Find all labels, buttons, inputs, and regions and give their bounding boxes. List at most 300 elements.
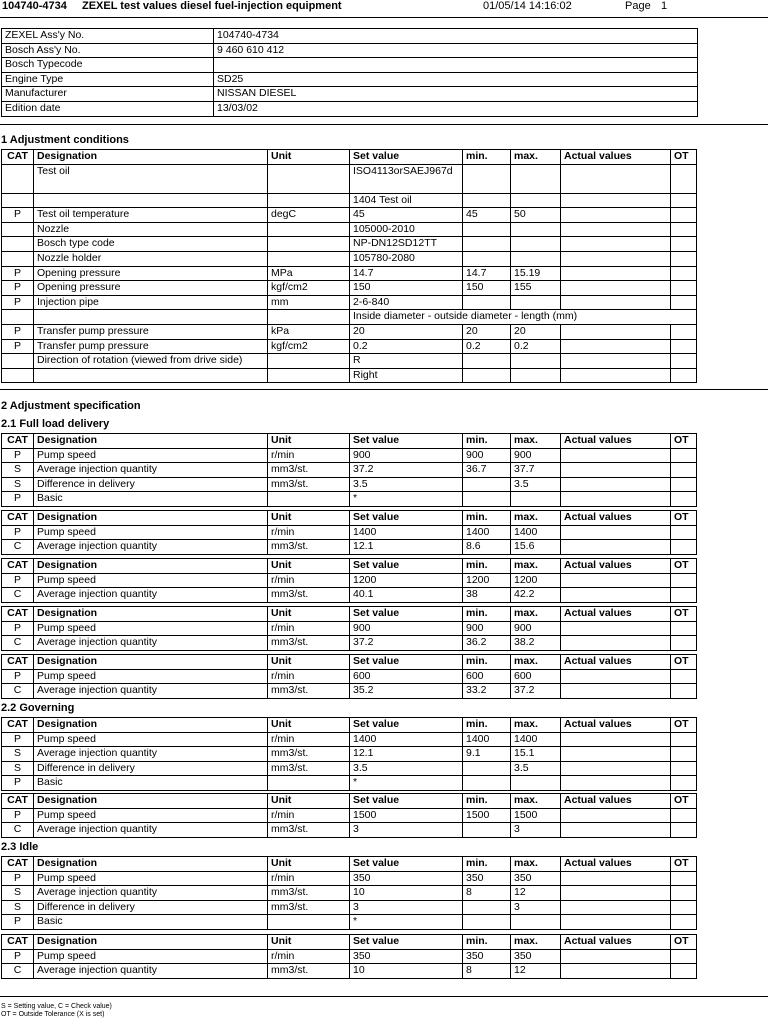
column-header-cat: CAT: [2, 794, 34, 809]
cell-unit: r/min: [268, 808, 350, 823]
cell-min: 1200: [463, 573, 511, 588]
cell-designation: Injection pipe: [34, 295, 268, 310]
cell-actual-values: [561, 339, 671, 354]
table-row: [2, 193, 697, 208]
column-header-ot: OT: [671, 607, 697, 622]
column-header-cat: CAT: [2, 150, 34, 165]
spec-table-full-load-1200: [1, 558, 697, 603]
cell-max: [511, 193, 561, 208]
cell-cat: [2, 237, 34, 252]
cell-set-value: 37.2: [350, 636, 463, 651]
cell-max: 3.5: [511, 477, 561, 492]
cell-set-value: 12.1: [350, 540, 463, 555]
column-header-unit: Unit: [268, 655, 350, 670]
column-header-cat: CAT: [2, 434, 34, 449]
cell-set-value: 0.2: [350, 339, 463, 354]
cell-actual-values: [561, 776, 671, 791]
cell-actual-values: [561, 900, 671, 915]
column-header-cat: CAT: [2, 511, 34, 526]
column-header-actual-values: Actual values: [561, 655, 671, 670]
info-label: Bosch Ass'y No.: [2, 43, 214, 58]
cell-max: 1400: [511, 525, 561, 540]
column-header-unit: Unit: [268, 935, 350, 950]
column-header-actual-values: Actual values: [561, 559, 671, 574]
table-row: [2, 871, 697, 886]
cell-max: 1200: [511, 573, 561, 588]
cell-cat: P: [2, 281, 34, 296]
cell-unit: mm3/st.: [268, 886, 350, 901]
cell-designation: Direction of rotation (viewed from drive side): [34, 354, 268, 369]
table-header-row: [2, 150, 697, 165]
table-row: [2, 761, 697, 776]
cell-designation: Pump speed: [34, 448, 268, 463]
cell-set-value: 3: [350, 900, 463, 915]
cell-unit: [268, 222, 350, 237]
cell-ot: [671, 915, 697, 930]
doc-title: ZEXEL test values diesel fuel-injection equipment: [82, 0, 342, 12]
table-header-row: [2, 857, 697, 872]
cell-max: 1400: [511, 732, 561, 747]
cell-min: 8.6: [463, 540, 511, 555]
cell-set-value: 20: [350, 324, 463, 339]
table-row: [2, 477, 697, 492]
cell-min: [463, 164, 511, 193]
cell-actual-values: [561, 573, 671, 588]
column-header-designation: Designation: [34, 857, 268, 872]
cell-designation: Basic: [34, 915, 268, 930]
cell-cat: S: [2, 886, 34, 901]
cell-set-value: *: [350, 915, 463, 930]
column-header-max: max.: [511, 935, 561, 950]
table-row: [2, 463, 697, 478]
cell-unit: r/min: [268, 669, 350, 684]
column-header-ot: OT: [671, 511, 697, 526]
cell-cat: C: [2, 636, 34, 651]
cell-set-value: 350: [350, 871, 463, 886]
cell-min: 0.2: [463, 339, 511, 354]
column-header-actual-values: Actual values: [561, 607, 671, 622]
cell-designation: [34, 193, 268, 208]
cell-set-value: 1404 Test oil: [350, 193, 463, 208]
cell-min: 33.2: [463, 684, 511, 699]
column-header-max: max.: [511, 857, 561, 872]
column-header-set-value: Set value: [350, 935, 463, 950]
cell-set-value: 1500: [350, 808, 463, 823]
cell-designation: Average injection quantity: [34, 588, 268, 603]
column-header-min: min.: [463, 511, 511, 526]
table-header-row: [2, 559, 697, 574]
column-header-max: max.: [511, 559, 561, 574]
cell-min: [463, 900, 511, 915]
cell-set-value: 2-6-840: [350, 295, 463, 310]
cell-unit: kPa: [268, 324, 350, 339]
cell-actual-values: [561, 354, 671, 369]
column-header-designation: Designation: [34, 655, 268, 670]
cell-designation: Basic: [34, 492, 268, 507]
cell-ot: [671, 949, 697, 964]
cell-actual-values: [561, 621, 671, 636]
cell-set-value: 14.7: [350, 266, 463, 281]
cell-ot: [671, 448, 697, 463]
cell-actual-values: [561, 266, 671, 281]
cell-max: [511, 164, 561, 193]
table-row: [2, 747, 697, 762]
column-header-cat: CAT: [2, 935, 34, 950]
cell-max: 42.2: [511, 588, 561, 603]
cell-unit: [268, 354, 350, 369]
cell-set-value: NP-DN12SD12TT: [350, 237, 463, 252]
cell-cat: P: [2, 525, 34, 540]
cell-max: [511, 222, 561, 237]
footer-rule: [0, 996, 768, 997]
column-header-min: min.: [463, 607, 511, 622]
column-header-cat: CAT: [2, 607, 34, 622]
cell-designation: Pump speed: [34, 871, 268, 886]
cell-actual-values: [561, 525, 671, 540]
column-header-ot: OT: [671, 718, 697, 733]
cell-max: [511, 251, 561, 266]
cell-cat: P: [2, 669, 34, 684]
cell-unit: kgf/cm2: [268, 339, 350, 354]
column-header-unit: Unit: [268, 434, 350, 449]
section-1-title: 1 Adjustment conditions: [1, 134, 129, 146]
cell-actual-values: [561, 540, 671, 555]
cell-cat: P: [2, 266, 34, 281]
table-row: [2, 808, 697, 823]
cell-set-value: 35.2: [350, 684, 463, 699]
table-row: [2, 915, 697, 930]
cell-set-value: 600: [350, 669, 463, 684]
cell-actual-values: [561, 448, 671, 463]
cell-ot: [671, 492, 697, 507]
cell-cat: P: [2, 621, 34, 636]
cell-set-value: 1400: [350, 525, 463, 540]
column-header-min: min.: [463, 718, 511, 733]
column-header-min: min.: [463, 559, 511, 574]
cell-unit: [268, 368, 350, 383]
table-row: [2, 164, 697, 193]
column-header-cat: CAT: [2, 857, 34, 872]
cell-set-value: 3.5: [350, 477, 463, 492]
cell-cat: P: [2, 776, 34, 791]
assembly-info-table: [1, 28, 698, 117]
table-row: [2, 949, 697, 964]
cell-actual-values: [561, 761, 671, 776]
info-label: Manufacturer: [2, 87, 214, 102]
column-header-unit: Unit: [268, 607, 350, 622]
table-row: [2, 573, 697, 588]
cell-designation: Difference in delivery: [34, 761, 268, 776]
cell-ot: [671, 761, 697, 776]
cell-set-value: 45: [350, 208, 463, 223]
cell-unit: mm3/st.: [268, 900, 350, 915]
cell-max: 1500: [511, 808, 561, 823]
table-row: [2, 588, 697, 603]
info-label: ZEXEL Ass'y No.: [2, 29, 214, 44]
cell-max: 900: [511, 448, 561, 463]
column-header-actual-values: Actual values: [561, 434, 671, 449]
cell-unit: degC: [268, 208, 350, 223]
table-row: [2, 886, 697, 901]
cell-unit: r/min: [268, 621, 350, 636]
cell-min: [463, 915, 511, 930]
info-row: [2, 101, 698, 116]
cell-set-value: 37.2: [350, 463, 463, 478]
cell-actual-values: [561, 222, 671, 237]
cell-min: 600: [463, 669, 511, 684]
info-value: SD25: [214, 72, 698, 87]
cell-ot: [671, 463, 697, 478]
cell-cat: S: [2, 761, 34, 776]
column-header-set-value: Set value: [350, 434, 463, 449]
cell-actual-values: [561, 732, 671, 747]
cell-max: 15.19: [511, 266, 561, 281]
cell-max: 12: [511, 886, 561, 901]
cell-max: [511, 295, 561, 310]
column-header-min: min.: [463, 150, 511, 165]
cell-actual-values: [561, 684, 671, 699]
cell-min: 14.7: [463, 266, 511, 281]
spec-table-full-load-1400: [1, 510, 697, 555]
table-row: [2, 266, 697, 281]
cell-min: 1500: [463, 808, 511, 823]
cell-ot: [671, 732, 697, 747]
cell-cat: P: [2, 732, 34, 747]
table-row: [2, 964, 697, 979]
info-label: Edition date: [2, 101, 214, 116]
cell-actual-values: [561, 492, 671, 507]
header-rule: [0, 17, 768, 18]
cell-cat: P: [2, 915, 34, 930]
cell-unit: r/min: [268, 448, 350, 463]
spec-table-full-load-900b: [1, 606, 697, 651]
cell-ot: [671, 808, 697, 823]
cell-cat: [2, 222, 34, 237]
cell-designation: Pump speed: [34, 732, 268, 747]
table-header-row: [2, 794, 697, 809]
cell-cat: P: [2, 492, 34, 507]
cell-ot: [671, 368, 697, 383]
cell-unit: mm3/st.: [268, 463, 350, 478]
cell-ot: [671, 266, 697, 281]
cell-cat: [2, 193, 34, 208]
cell-designation: Average injection quantity: [34, 684, 268, 699]
cell-designation: Difference in delivery: [34, 477, 268, 492]
cell-ot: [671, 193, 697, 208]
footer-legend-2: OT = Outside Tolerance (X is set): [1, 1011, 105, 1018]
cell-ot: [671, 871, 697, 886]
info-row: [2, 29, 698, 44]
column-header-cat: CAT: [2, 559, 34, 574]
column-header-designation: Designation: [34, 434, 268, 449]
cell-set-value: 105000-2010: [350, 222, 463, 237]
cell-unit: mm: [268, 295, 350, 310]
table-row: [2, 669, 697, 684]
cell-min: 900: [463, 448, 511, 463]
section-rule-2: [0, 389, 768, 390]
cell-min: [463, 295, 511, 310]
column-header-unit: Unit: [268, 511, 350, 526]
cell-designation: Transfer pump pressure: [34, 339, 268, 354]
cell-cat: P: [2, 295, 34, 310]
cell-actual-values: [561, 964, 671, 979]
cell-min: 9.1: [463, 747, 511, 762]
cell-ot: [671, 339, 697, 354]
cell-unit: mm3/st.: [268, 747, 350, 762]
column-header-set-value: Set value: [350, 718, 463, 733]
column-header-max: max.: [511, 434, 561, 449]
cell-cat: [2, 164, 34, 193]
spec-table-idle-350: [1, 856, 697, 930]
column-header-min: min.: [463, 434, 511, 449]
cell-set-value: 40.1: [350, 588, 463, 603]
cell-unit: [268, 776, 350, 791]
cell-actual-values: [561, 886, 671, 901]
cell-unit: mm3/st.: [268, 761, 350, 776]
column-header-cat: CAT: [2, 718, 34, 733]
cell-unit: MPa: [268, 266, 350, 281]
cell-set-value: R: [350, 354, 463, 369]
cell-unit: r/min: [268, 573, 350, 588]
cell-max: 12: [511, 964, 561, 979]
cell-min: 45: [463, 208, 511, 223]
cell-designation: Average injection quantity: [34, 636, 268, 651]
column-header-unit: Unit: [268, 150, 350, 165]
cell-ot: [671, 540, 697, 555]
cell-min: [463, 776, 511, 791]
cell-designation: Pump speed: [34, 949, 268, 964]
cell-actual-values: [561, 871, 671, 886]
cell-actual-values: [561, 915, 671, 930]
cell-actual-values: [561, 237, 671, 252]
cell-ot: [671, 208, 697, 223]
subsection-full-load-title: 2.1 Full load delivery: [1, 418, 110, 430]
cell-unit: mm3/st.: [268, 477, 350, 492]
cell-unit: [268, 237, 350, 252]
cell-min: [463, 193, 511, 208]
cell-min: 38: [463, 588, 511, 603]
doc-id: 104740-4734: [2, 0, 67, 12]
table-row: [2, 492, 697, 507]
cell-ot: [671, 573, 697, 588]
column-header-ot: OT: [671, 150, 697, 165]
table-row: [2, 222, 697, 237]
cell-set-value: ISO4113orSAEJ967d: [350, 164, 463, 193]
cell-cat: C: [2, 588, 34, 603]
column-header-max: max.: [511, 718, 561, 733]
table-header-row: [2, 655, 697, 670]
column-header-max: max.: [511, 794, 561, 809]
info-label: Bosch Typecode: [2, 58, 214, 73]
cell-designation: Pump speed: [34, 573, 268, 588]
cell-max: [511, 915, 561, 930]
column-header-designation: Designation: [34, 559, 268, 574]
cell-designation: Average injection quantity: [34, 747, 268, 762]
cell-min: [463, 368, 511, 383]
cell-designation: Opening pressure: [34, 281, 268, 296]
cell-designation: Pump speed: [34, 525, 268, 540]
spec-table-full-load-900: [1, 433, 697, 507]
cell-designation: Nozzle holder: [34, 251, 268, 266]
cell-unit: r/min: [268, 525, 350, 540]
cell-set-value: 105780-2080: [350, 251, 463, 266]
cell-set-value: 350: [350, 949, 463, 964]
cell-set-value: 12.1: [350, 747, 463, 762]
cell-min: [463, 823, 511, 838]
cell-designation: [34, 310, 268, 325]
cell-min: [463, 492, 511, 507]
cell-designation: Basic: [34, 776, 268, 791]
table-row: [2, 208, 697, 223]
spec-table-full-load-600: [1, 654, 697, 699]
cell-min: 900: [463, 621, 511, 636]
table-row: [2, 448, 697, 463]
table-row: [2, 732, 697, 747]
cell-ot: [671, 237, 697, 252]
cell-min: [463, 354, 511, 369]
cell-min: [463, 761, 511, 776]
column-header-set-value: Set value: [350, 559, 463, 574]
column-header-actual-values: Actual values: [561, 718, 671, 733]
column-header-actual-values: Actual values: [561, 150, 671, 165]
cell-cat: S: [2, 747, 34, 762]
section-rule-1: [0, 124, 768, 125]
subsection-governing-title: 2.2 Governing: [1, 702, 75, 714]
cell-ot: [671, 636, 697, 651]
cell-max: 900: [511, 621, 561, 636]
cell-ot: [671, 588, 697, 603]
column-header-set-value: Set value: [350, 794, 463, 809]
footer-legend-1: S = Setting value, C = Check value): [1, 1003, 112, 1010]
cell-max: 15.6: [511, 540, 561, 555]
column-header-min: min.: [463, 794, 511, 809]
column-header-unit: Unit: [268, 794, 350, 809]
cell-designation: Opening pressure: [34, 266, 268, 281]
cell-max: 350: [511, 871, 561, 886]
cell-designation: Average injection quantity: [34, 823, 268, 838]
cell-max: 0.2: [511, 339, 561, 354]
page-label: Page: [625, 0, 651, 12]
cell-unit: mm3/st.: [268, 636, 350, 651]
cell-designation: Pump speed: [34, 621, 268, 636]
cell-cat: [2, 354, 34, 369]
cell-ot: [671, 281, 697, 296]
cell-designation: Pump speed: [34, 669, 268, 684]
cell-cat: [2, 368, 34, 383]
cell-unit: [268, 310, 350, 325]
cell-min: 350: [463, 949, 511, 964]
cell-designation: Test oil temperature: [34, 208, 268, 223]
table-row: [2, 281, 697, 296]
cell-set-value: 10: [350, 886, 463, 901]
cell-max: [511, 492, 561, 507]
column-header-max: max.: [511, 607, 561, 622]
cell-ot: [671, 747, 697, 762]
cell-designation: Average injection quantity: [34, 463, 268, 478]
column-header-max: max.: [511, 150, 561, 165]
table-row: [2, 339, 697, 354]
cell-actual-values: [561, 588, 671, 603]
cell-unit: mm3/st.: [268, 964, 350, 979]
table-row: [2, 525, 697, 540]
cell-min: 36.2: [463, 636, 511, 651]
column-header-designation: Designation: [34, 150, 268, 165]
info-value: [214, 58, 698, 73]
column-header-ot: OT: [671, 559, 697, 574]
cell-min: 1400: [463, 525, 511, 540]
cell-unit: r/min: [268, 949, 350, 964]
column-header-actual-values: Actual values: [561, 857, 671, 872]
